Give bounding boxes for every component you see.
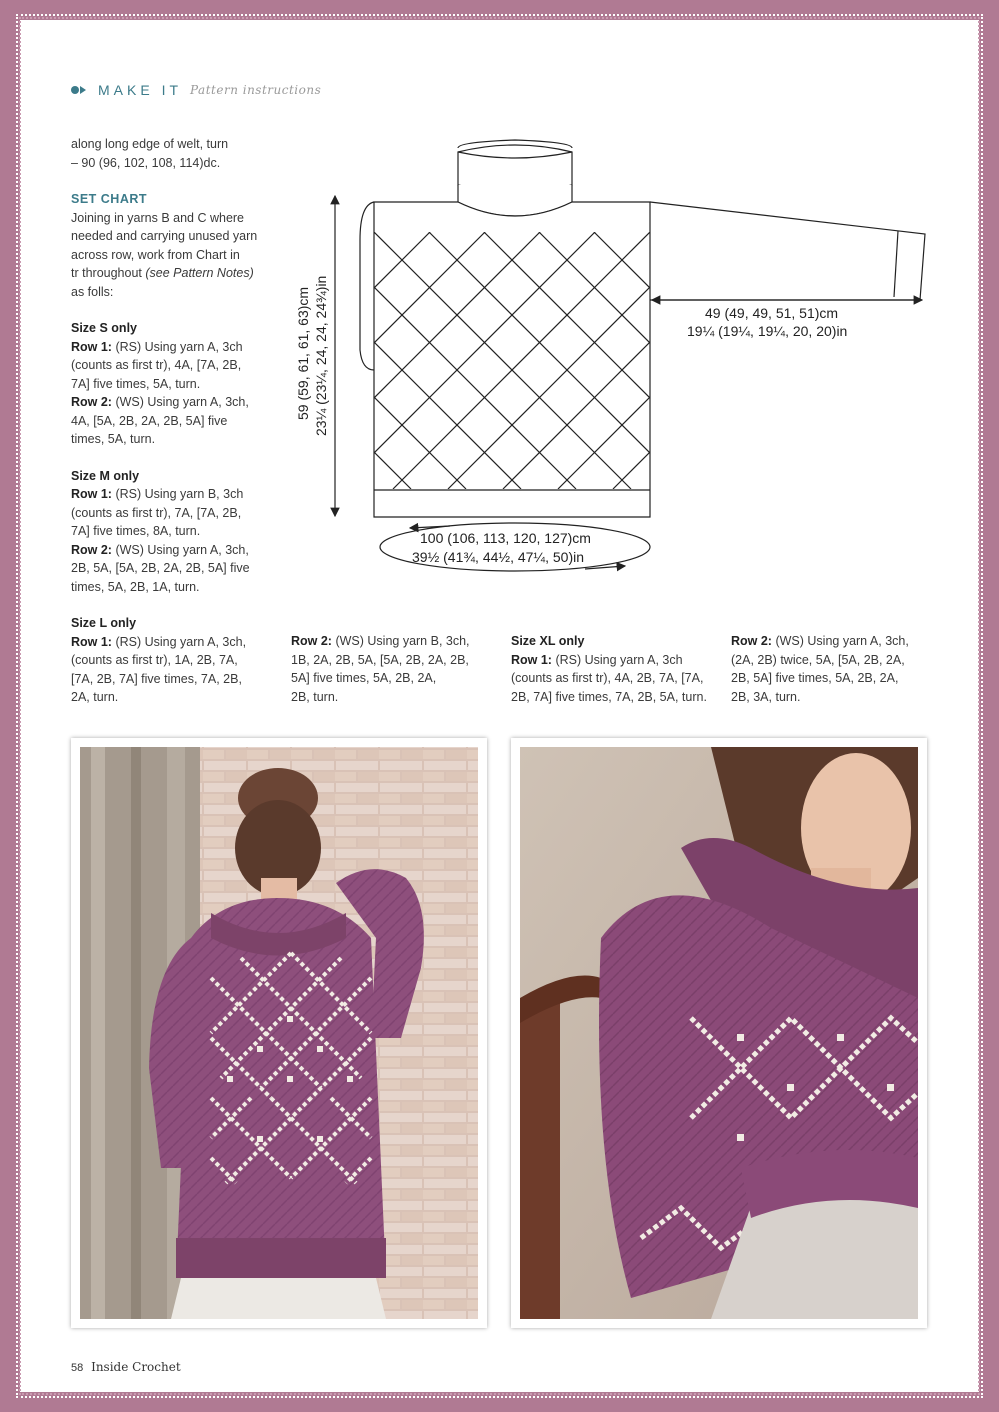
photo-back-image	[71, 738, 487, 1328]
chest-label-in: 39½ (41¾, 44½, 47¼, 50)in	[412, 549, 585, 565]
section-header	[70, 80, 321, 100]
row-line: 2A, turn.	[71, 690, 119, 704]
row-line: 4A, [5A, 2B, 2A, 2B, 5A] five	[71, 413, 228, 428]
row-text: (WS) Using yarn A, 3ch,	[111, 395, 249, 409]
row-text: (RS) Using yarn A, 3ch	[551, 652, 683, 667]
set-chart-line: as folls:	[71, 284, 114, 299]
row-label: Row 1:	[71, 339, 112, 354]
row-line	[71, 485, 276, 504]
intro-line: along long edge of welt, turn	[71, 137, 229, 151]
size-s-heading: Size S only	[71, 321, 137, 335]
size-xl-row2-column	[731, 632, 931, 706]
set-chart-line: across row, work from Chart in	[71, 247, 240, 262]
row-text: (WS) Using yarn A, 3ch,	[111, 542, 249, 557]
row-line: 2B, 5A] five times, 5A, 2B, 2A,	[731, 671, 899, 685]
set-chart-line	[71, 264, 276, 283]
instructions-column	[71, 135, 276, 707]
row-text: (WS) Using yarn B, 3ch,	[331, 634, 470, 648]
pattern-note-ref: (see Pattern Notes)	[145, 266, 254, 280]
row-line: times, 5A, turn.	[71, 432, 156, 446]
sleeve-label-cm: 49 (49, 49, 51, 51)cm	[705, 305, 839, 321]
row-line: 2B, 3A, turn.	[731, 689, 801, 704]
row-line: 7A] five times, 8A, turn.	[71, 524, 201, 538]
row-line: 7A] five times, 5A, turn.	[71, 376, 201, 391]
row-line: (counts as first tr), 7A, [7A, 2B,	[71, 505, 242, 520]
row-label: Row 1:	[71, 634, 112, 649]
page-number: 58	[71, 1362, 84, 1374]
set-chart-text: tr throughout	[71, 266, 146, 280]
magazine-name: Inside Crochet	[91, 1360, 181, 1374]
row-line: (counts as first tr), 4A, [7A, 2B,	[71, 358, 242, 372]
row-line: 2B, turn.	[291, 689, 339, 704]
row-line	[731, 632, 931, 651]
row-text: (RS) Using yarn B, 3ch	[111, 487, 244, 501]
section-title: MAKE IT	[98, 82, 183, 98]
chest-label-cm: 100 (106, 113, 120, 127)cm	[420, 530, 591, 546]
photo-front-image	[511, 738, 927, 1328]
page-footer	[71, 1360, 181, 1374]
row-label: Row 1:	[71, 487, 112, 501]
row-line: 2B, 7A] five times, 7A, 2B, 5A, turn.	[511, 689, 707, 704]
row-line: times, 5A, 2B, 1A, turn.	[71, 579, 200, 594]
photo-back-view	[71, 738, 487, 1328]
row-line	[511, 651, 721, 670]
row-label: Row 2:	[71, 542, 112, 557]
row-line: (2A, 2B) twice, 5A, [5A, 2B, 2A,	[731, 652, 905, 667]
row-line	[71, 338, 276, 357]
row-label: Row 2:	[731, 634, 772, 648]
length-label-cm: 59 (59, 61, 61, 63)cm	[295, 286, 311, 420]
row-line	[71, 541, 276, 560]
row-line: [7A, 2B, 7A] five times, 7A, 2B,	[71, 671, 242, 686]
set-chart-heading: SET CHART	[71, 192, 148, 206]
size-l-heading: Size L only	[71, 616, 137, 630]
row-line: (counts as first tr), 4A, 2B, 7A, [7A,	[511, 671, 704, 685]
photo-front-view	[511, 738, 927, 1328]
size-xl-heading: Size XL only	[511, 634, 585, 648]
row-label: Row 2:	[291, 634, 332, 648]
row-text: (RS) Using yarn A, 3ch	[111, 339, 243, 354]
row-line: 5A] five times, 5A, 2B, 2A,	[291, 671, 437, 685]
row-text: (WS) Using yarn A, 3ch,	[771, 634, 909, 648]
set-chart-line: needed and carrying unused yarn	[71, 229, 258, 243]
size-m-heading: Size M only	[71, 468, 140, 483]
row-line: 1B, 2A, 2B, 5A, [5A, 2B, 2A, 2B,	[291, 652, 469, 667]
intro-line: – 90 (96, 102, 108, 114)dc.	[71, 155, 221, 170]
row-label: Row 2:	[71, 395, 112, 409]
row-line	[291, 632, 491, 651]
row-line: 2B, 5A, [5A, 2B, 2A, 2B, 5A] five	[71, 561, 250, 575]
set-chart-line: Joining in yarns B and C where	[71, 210, 245, 225]
row-text: (RS) Using yarn A, 3ch,	[111, 634, 247, 649]
section-subtitle: Pattern instructions	[190, 83, 322, 97]
row-line	[71, 633, 276, 652]
row-line	[71, 393, 276, 412]
length-label-in: 23¼ (23¼, 24, 24, 24¾)in	[313, 275, 329, 436]
arrow-icon	[70, 84, 90, 96]
sleeve-label-in: 19¼ (19¼, 19¼, 20, 20)in	[687, 323, 848, 339]
size-l-row2-column	[291, 632, 491, 706]
row-label: Row 1:	[511, 652, 552, 667]
size-xl-column	[511, 632, 721, 706]
garment-schematic	[290, 130, 940, 580]
row-line: (counts as first tr), 1A, 2B, 7A,	[71, 653, 238, 667]
